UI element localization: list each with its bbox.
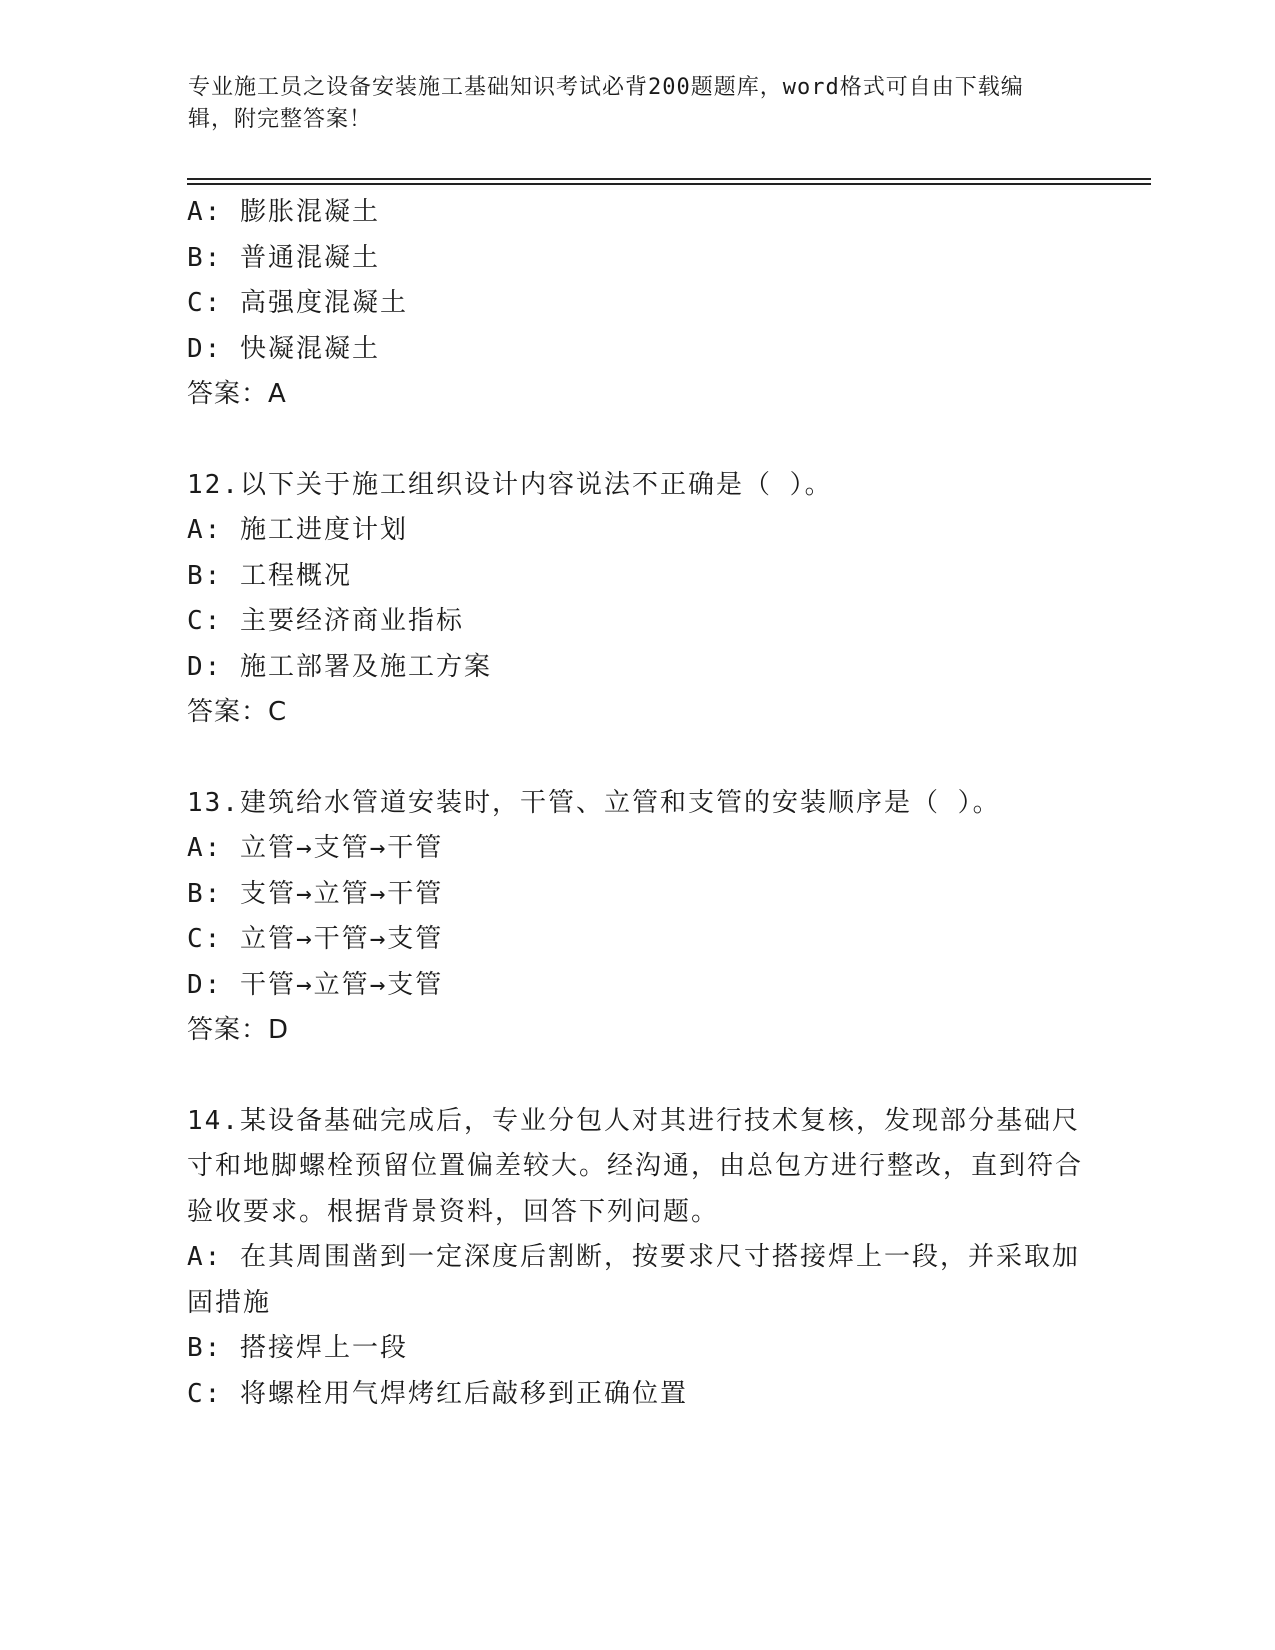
option-a: A: 膨胀混凝土 xyxy=(187,197,380,227)
option-b: B: 搭接焊上一段 xyxy=(187,1333,408,1363)
option-d: D: 施工部署及施工方案 xyxy=(187,651,492,682)
question-block-12 xyxy=(187,463,1087,736)
header-divider-top xyxy=(187,178,1151,180)
answer-line: 答案：C xyxy=(187,697,288,727)
option-d: D: 快凝混凝土 xyxy=(187,333,380,364)
header-divider-bottom xyxy=(187,183,1151,185)
option-c: C: 将螺栓用气焊烤红后敲移到正确位置 xyxy=(187,1378,688,1409)
option-a: A: 施工进度计划 xyxy=(187,515,408,545)
option-b: B: 支管→立管→干管 xyxy=(187,878,444,909)
spacer xyxy=(187,1054,1087,1099)
question-text: 14.某设备基础完成后，专业分包人对其进行技术复核，发现部分基础尺寸和地脚螺栓预留位置偏差较大。经沟通，由总包方进行整改，直到符合验收要求。根据背景资料，回答下列问题。 xyxy=(187,1105,1084,1227)
option-c: C: 立管→干管→支管 xyxy=(187,924,444,954)
answer-line: 答案：D xyxy=(187,1015,290,1045)
option-b: B: 普通混凝土 xyxy=(187,242,380,273)
option-a: A: 在其周围凿到一定深度后割断，按要求尺寸搭接焊上一段，并采取加固措施 xyxy=(187,1242,1080,1318)
option-c: C: 主要经济商业指标 xyxy=(187,606,464,636)
spacer xyxy=(187,418,1087,463)
document-body xyxy=(187,190,1087,1417)
question-text: 12.以下关于施工组织设计内容说法不正确是（ ）。 xyxy=(187,469,833,500)
spacer xyxy=(187,736,1087,781)
question-block-13 xyxy=(187,781,1087,1054)
question-block-14 xyxy=(187,1099,1087,1418)
question-block-11 xyxy=(187,190,1087,418)
option-a: A: 立管→支管→干管 xyxy=(187,833,444,863)
option-c: C: 高强度混凝土 xyxy=(187,288,408,318)
question-text: 13.建筑给水管道安装时，干管、立管和支管的安装顺序是（ ）。 xyxy=(187,787,1001,818)
answer-line: 答案：A xyxy=(187,379,287,409)
option-b: B: 工程概况 xyxy=(187,560,352,591)
option-d: D: 干管→立管→支管 xyxy=(187,969,444,1000)
document-header: 专业施工员之设备安装施工基础知识考试必背200题题库，word格式可自由下载编辑，附完整答案！ xyxy=(188,75,1024,132)
